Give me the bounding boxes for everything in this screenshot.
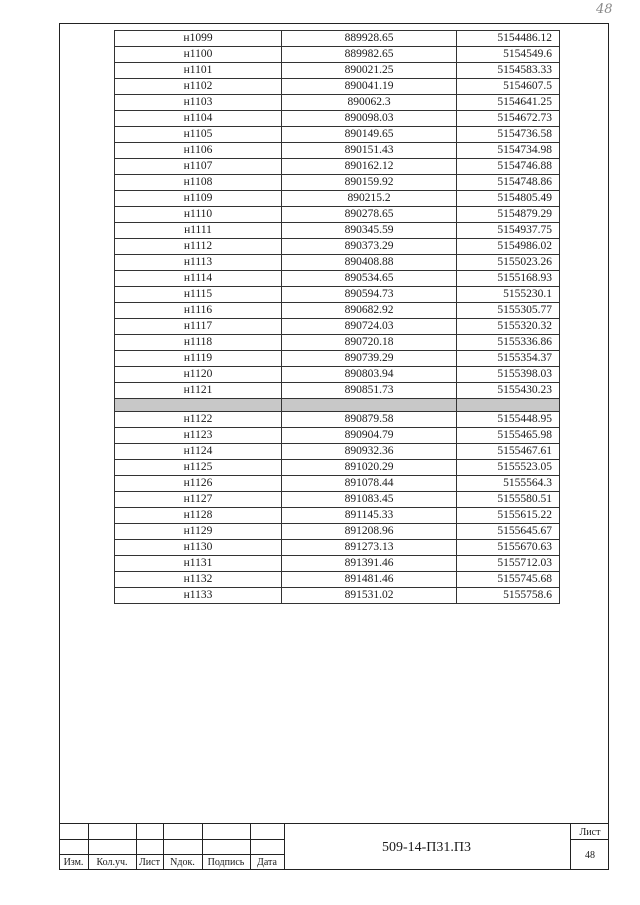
y-coordinate-cell: 5155712.03 <box>457 556 560 572</box>
y-coordinate-cell: 5155336.86 <box>457 335 560 351</box>
y-coordinate-cell: 5154734.98 <box>457 143 560 159</box>
x-coordinate-cell: 890851.73 <box>282 383 457 399</box>
y-coordinate-cell: 5154672.73 <box>457 111 560 127</box>
point-id-cell: н1121 <box>115 383 282 399</box>
table-row <box>115 223 560 239</box>
y-coordinate-cell: 5155430.23 <box>457 383 560 399</box>
x-coordinate-cell: 891531.02 <box>282 588 457 604</box>
table-row <box>115 556 560 572</box>
x-coordinate-cell: 891145.33 <box>282 508 457 524</box>
table-row <box>115 143 560 159</box>
separator-cell <box>282 399 457 412</box>
x-coordinate-cell: 890041.19 <box>282 79 457 95</box>
y-coordinate-cell: 5155615.22 <box>457 508 560 524</box>
point-id-cell: н1123 <box>115 428 282 444</box>
y-coordinate-cell: 5155354.37 <box>457 351 560 367</box>
point-id-cell: н1107 <box>115 159 282 175</box>
x-coordinate-cell: 890278.65 <box>282 207 457 223</box>
y-coordinate-cell: 5155745.68 <box>457 572 560 588</box>
point-id-cell: н1110 <box>115 207 282 223</box>
table-row <box>115 383 560 399</box>
table-row <box>115 540 560 556</box>
x-coordinate-cell: 891078.44 <box>282 476 457 492</box>
x-coordinate-cell: 891083.45 <box>282 492 457 508</box>
table-row <box>115 319 560 335</box>
point-id-cell: н1111 <box>115 223 282 239</box>
point-id-cell: н1112 <box>115 239 282 255</box>
point-id-cell: н1128 <box>115 508 282 524</box>
y-coordinate-cell: 5154805.49 <box>457 191 560 207</box>
x-coordinate-cell: 891481.46 <box>282 572 457 588</box>
table-row <box>115 95 560 111</box>
x-coordinate-cell: 890098.03 <box>282 111 457 127</box>
x-coordinate-cell: 890720.18 <box>282 335 457 351</box>
x-coordinate-cell: 890021.25 <box>282 63 457 79</box>
table-row <box>115 508 560 524</box>
separator-cell <box>115 399 282 412</box>
y-coordinate-cell: 5155670.63 <box>457 540 560 556</box>
point-id-cell: н1122 <box>115 412 282 428</box>
y-coordinate-cell: 5155230.1 <box>457 287 560 303</box>
table-row <box>115 191 560 207</box>
x-coordinate-cell: 890739.29 <box>282 351 457 367</box>
handwritten-page-number: 48 <box>596 2 613 17</box>
x-coordinate-cell: 891273.13 <box>282 540 457 556</box>
point-id-cell: н1100 <box>115 47 282 63</box>
x-coordinate-cell: 891020.29 <box>282 460 457 476</box>
y-coordinate-cell: 5155465.98 <box>457 428 560 444</box>
point-id-cell: н1127 <box>115 492 282 508</box>
y-coordinate-cell: 5155448.95 <box>457 412 560 428</box>
stamp-label-kol-uch: Кол.уч. <box>96 857 128 868</box>
separator-row <box>115 399 560 412</box>
x-coordinate-cell: 889982.65 <box>282 47 457 63</box>
x-coordinate-cell: 890534.65 <box>282 271 457 287</box>
y-coordinate-cell: 5155580.51 <box>457 492 560 508</box>
table-row <box>115 63 560 79</box>
coordinates-table <box>114 30 560 604</box>
table-row <box>115 588 560 604</box>
x-coordinate-cell: 891208.96 <box>282 524 457 540</box>
y-coordinate-cell: 5155168.93 <box>457 271 560 287</box>
stamp-label-izm: Изм. <box>63 857 84 868</box>
y-coordinate-cell: 5154607.5 <box>457 79 560 95</box>
table-row <box>115 111 560 127</box>
x-coordinate-cell: 890879.58 <box>282 412 457 428</box>
point-id-cell: н1126 <box>115 476 282 492</box>
table-row <box>115 524 560 540</box>
y-coordinate-cell: 5154583.33 <box>457 63 560 79</box>
stamp-label-signature: Подпись <box>207 857 245 868</box>
table-row <box>115 335 560 351</box>
point-id-cell: н1115 <box>115 287 282 303</box>
point-id-cell: н1131 <box>115 556 282 572</box>
x-coordinate-cell: 890062.3 <box>282 95 457 111</box>
point-id-cell: н1101 <box>115 63 282 79</box>
x-coordinate-cell: 890904.79 <box>282 428 457 444</box>
x-coordinate-cell: 890215.2 <box>282 191 457 207</box>
point-id-cell: н1124 <box>115 444 282 460</box>
point-id-cell: н1102 <box>115 79 282 95</box>
point-id-cell: н1114 <box>115 271 282 287</box>
table-row <box>115 444 560 460</box>
table-row <box>115 159 560 175</box>
point-id-cell: н1103 <box>115 95 282 111</box>
point-id-cell: н1109 <box>115 191 282 207</box>
x-coordinate-cell: 890151.43 <box>282 143 457 159</box>
stamp-label-ndok: Nдок. <box>170 857 195 868</box>
point-id-cell: н1099 <box>115 31 282 47</box>
x-coordinate-cell: 890594.73 <box>282 287 457 303</box>
y-coordinate-cell: 5155320.32 <box>457 319 560 335</box>
x-coordinate-cell: 891391.46 <box>282 556 457 572</box>
point-id-cell: н1116 <box>115 303 282 319</box>
sheet-label: Лист <box>579 827 601 838</box>
point-id-cell: н1120 <box>115 367 282 383</box>
y-coordinate-cell: 5155467.61 <box>457 444 560 460</box>
y-coordinate-cell: 5154986.02 <box>457 239 560 255</box>
point-id-cell: н1125 <box>115 460 282 476</box>
x-coordinate-cell: 890408.88 <box>282 255 457 271</box>
y-coordinate-cell: 5154736.58 <box>457 127 560 143</box>
table-row <box>115 239 560 255</box>
table-row <box>115 31 560 47</box>
table-row <box>115 367 560 383</box>
x-coordinate-cell: 890803.94 <box>282 367 457 383</box>
y-coordinate-cell: 5154641.25 <box>457 95 560 111</box>
point-id-cell: н1108 <box>115 175 282 191</box>
x-coordinate-cell: 890149.65 <box>282 127 457 143</box>
y-coordinate-cell: 5154748.86 <box>457 175 560 191</box>
point-id-cell: н1106 <box>115 143 282 159</box>
x-coordinate-cell: 889928.65 <box>282 31 457 47</box>
x-coordinate-cell: 890682.92 <box>282 303 457 319</box>
table-row <box>115 351 560 367</box>
point-id-cell: н1105 <box>115 127 282 143</box>
table-row <box>115 572 560 588</box>
table-row <box>115 175 560 191</box>
point-id-cell: н1118 <box>115 335 282 351</box>
x-coordinate-cell: 890373.29 <box>282 239 457 255</box>
stamp-label-date: Дата <box>257 857 277 868</box>
table-row <box>115 79 560 95</box>
table-row <box>115 476 560 492</box>
table-row <box>115 428 560 444</box>
y-coordinate-cell: 5154879.29 <box>457 207 560 223</box>
point-id-cell: н1119 <box>115 351 282 367</box>
point-id-cell: н1113 <box>115 255 282 271</box>
table-row <box>115 303 560 319</box>
table-row <box>115 207 560 223</box>
y-coordinate-cell: 5155523.05 <box>457 460 560 476</box>
table-row <box>115 492 560 508</box>
y-coordinate-cell: 5155305.77 <box>457 303 560 319</box>
point-id-cell: н1132 <box>115 572 282 588</box>
point-id-cell: н1133 <box>115 588 282 604</box>
title-block <box>59 823 609 870</box>
stamp-label-list: Лист <box>139 857 160 868</box>
y-coordinate-cell: 5155023.26 <box>457 255 560 271</box>
table-row <box>115 412 560 428</box>
sheet-number: 48 <box>585 850 595 861</box>
point-id-cell: н1117 <box>115 319 282 335</box>
y-coordinate-cell: 5155758.6 <box>457 588 560 604</box>
x-coordinate-cell: 890162.12 <box>282 159 457 175</box>
table-row <box>115 271 560 287</box>
table-row <box>115 255 560 271</box>
x-coordinate-cell: 890724.03 <box>282 319 457 335</box>
y-coordinate-cell: 5155564.3 <box>457 476 560 492</box>
y-coordinate-cell: 5154937.75 <box>457 223 560 239</box>
y-coordinate-cell: 5154746.88 <box>457 159 560 175</box>
x-coordinate-cell: 890345.59 <box>282 223 457 239</box>
x-coordinate-cell: 890159.92 <box>282 175 457 191</box>
point-id-cell: н1129 <box>115 524 282 540</box>
document-code: 509-14-П31.П3 <box>381 840 472 855</box>
y-coordinate-cell: 5155645.67 <box>457 524 560 540</box>
table-row <box>115 127 560 143</box>
x-coordinate-cell: 890932.36 <box>282 444 457 460</box>
point-id-cell: н1104 <box>115 111 282 127</box>
separator-cell <box>457 399 560 412</box>
point-id-cell: н1130 <box>115 540 282 556</box>
y-coordinate-cell: 5155398.03 <box>457 367 560 383</box>
table-row <box>115 47 560 63</box>
table-row <box>115 460 560 476</box>
y-coordinate-cell: 5154549.6 <box>457 47 560 63</box>
table-row <box>115 287 560 303</box>
y-coordinate-cell: 5154486.12 <box>457 31 560 47</box>
